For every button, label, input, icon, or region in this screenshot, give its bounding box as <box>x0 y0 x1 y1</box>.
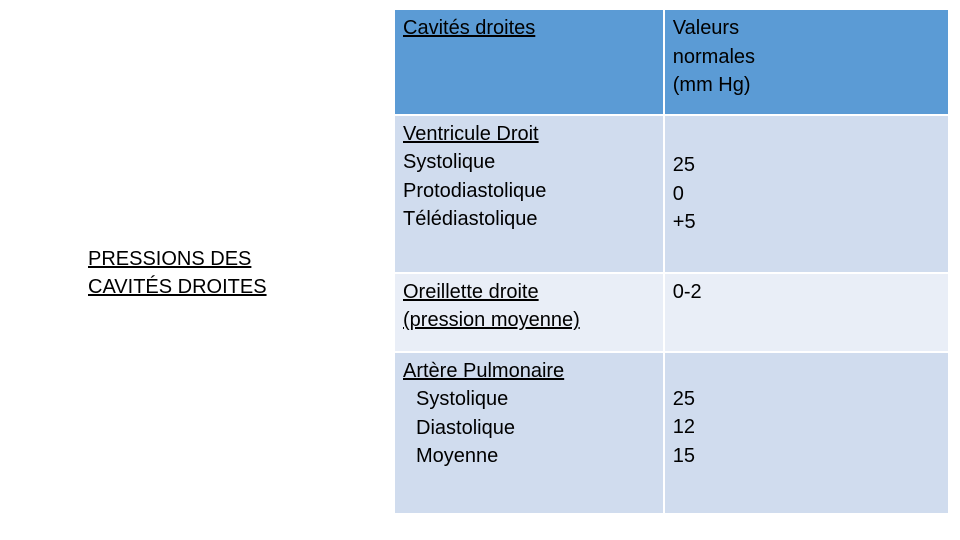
right-atrium-title: Oreillette droite <box>403 280 539 303</box>
pulmonary-artery-diastolic-value: 12 <box>672 416 696 439</box>
cell-pulmonary-artery-values <box>664 352 949 514</box>
cell-right-atrium-label <box>394 273 664 352</box>
header-normal-values <box>664 9 949 115</box>
right-atrium-mean-value: 0-2 <box>672 280 702 303</box>
pressures-table <box>393 8 950 515</box>
right-ventricle-title: Ventricule Droit <box>403 122 539 145</box>
right-ventricle-protodiastolic-value: 0 <box>672 182 684 205</box>
cell-pulmonary-artery-label <box>394 352 664 514</box>
cell-right-atrium-value <box>664 273 949 352</box>
slide-title-line-1: PRESSIONS DES <box>88 248 252 270</box>
cell-right-ventricle-label <box>394 115 664 273</box>
pulmonary-artery-systolic-label: Systolique <box>416 388 509 411</box>
cell-right-ventricle-values <box>664 115 949 273</box>
right-ventricle-telediastolic-label: Télédiastolique <box>403 208 538 231</box>
header-values-line-1: Valeurs <box>672 17 740 39</box>
right-ventricle-systolic-label: Systolique <box>403 151 496 174</box>
header-cavities <box>394 9 664 115</box>
pulmonary-artery-systolic-value: 25 <box>672 387 696 410</box>
table-header-row <box>394 9 949 115</box>
header-values-line-3: (mm Hg) <box>672 74 751 96</box>
table-row-right-ventricle <box>394 115 949 273</box>
right-atrium-subtitle: (pression moyenne) <box>403 309 580 332</box>
header-cavities-label: Cavités droites <box>403 17 536 39</box>
pulmonary-artery-mean-value: 15 <box>672 444 696 467</box>
table-row-right-atrium <box>394 273 949 352</box>
right-ventricle-protodiastolic-label: Protodiastolique <box>403 179 547 202</box>
right-ventricle-telediastolic-value: +5 <box>672 211 696 234</box>
table-row-pulmonary-artery <box>394 352 949 514</box>
slide-title <box>88 245 267 301</box>
right-ventricle-systolic-value: 25 <box>672 154 696 177</box>
pulmonary-artery-mean-label: Moyenne <box>416 445 499 468</box>
pulmonary-artery-diastolic-label: Diastolique <box>416 416 515 439</box>
pulmonary-artery-title: Artère Pulmonaire <box>403 359 565 382</box>
slide-title-line-2: CAVITÉS DROITES <box>88 276 267 298</box>
header-values-line-2: normales <box>672 45 756 68</box>
